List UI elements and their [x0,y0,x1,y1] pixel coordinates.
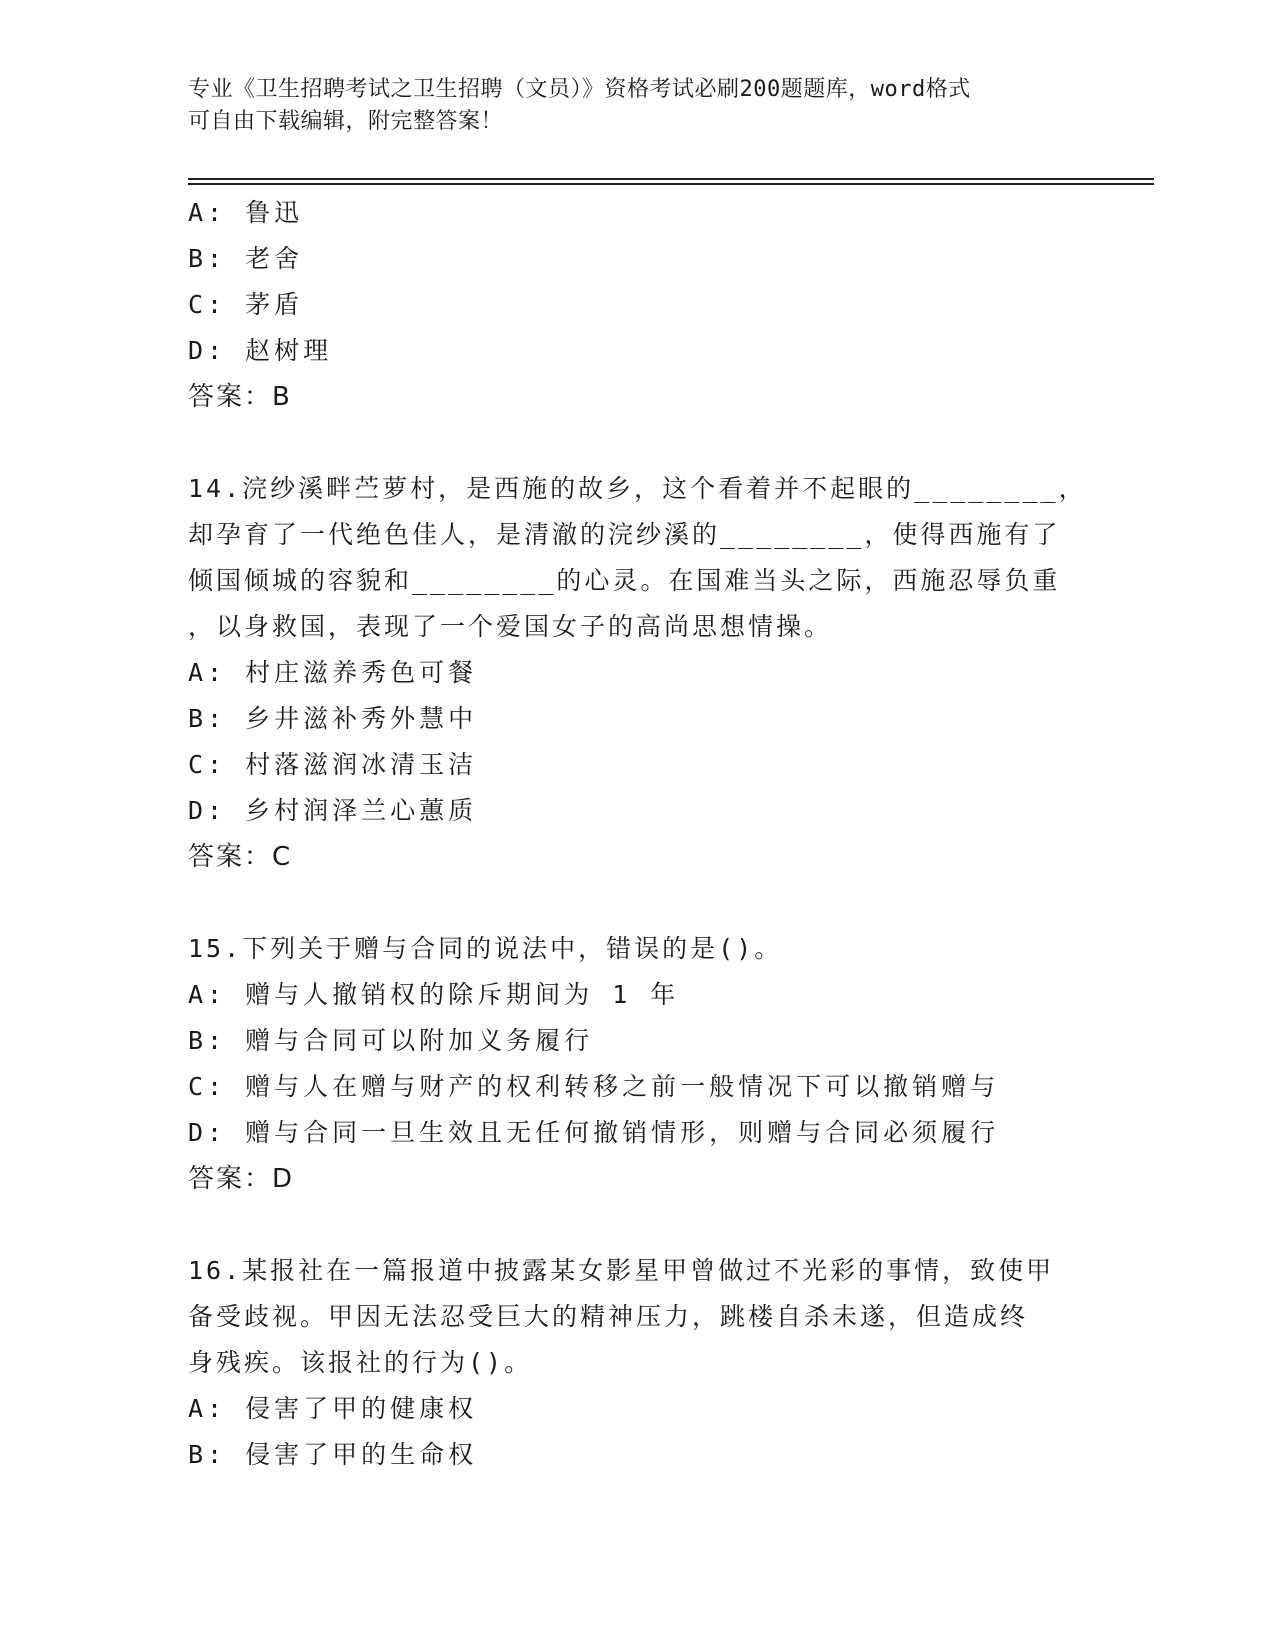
stem-line: 却孕育了一代绝色佳人，是清澈的浣纱溪的________，使得西施有了 [188,520,1061,549]
option-b: B: 赠与合同可以附加义务履行 [188,1026,594,1055]
stem-line: 倾国倾城的容貌和________的心灵。在国难当头之际，西施忍辱负重 [188,566,1061,595]
header-divider-top [188,178,1154,180]
header-line-2: 可自由下载编辑，附完整答案！ [188,109,504,134]
question-15 [188,926,1088,1202]
option-b: B: 老舍 [188,244,304,273]
question-13 [188,190,1088,420]
answer-line: 答案：B [188,382,292,412]
option-c: C: 村落滋润冰清玉洁 [188,750,478,779]
option-c: C: 茅盾 [188,290,304,319]
option-d: D: 乡村润泽兰心蕙质 [188,796,478,825]
option-a: A: 侵害了甲的健康权 [188,1394,478,1423]
header-divider-bottom [188,183,1154,185]
document-header [188,74,1068,138]
stem-line: 16.某报社在一篇报道中披露某女影星甲曾做过不光彩的事情，致使甲 [188,1256,1055,1285]
answer-line: 答案：D [188,1164,295,1194]
stem-line: 15.下列关于赠与合同的说法中，错误的是()。 [188,934,783,963]
option-a: A: 鲁迅 [188,198,304,227]
spacer [188,880,1088,926]
stem-line: 备受歧视。甲因无法忍受巨大的精神压力，跳楼自杀未遂，但造成终 [188,1302,1029,1331]
option-c: C: 赠与人在赠与财产的权利转移之前一般情况下可以撤销赠与 [188,1072,1000,1101]
question-14 [188,466,1088,880]
option-d: D: 赠与合同一旦生效且无任何撤销情形，则赠与合同必须履行 [188,1118,1000,1147]
question-stem [188,926,1088,972]
header-line-1: 专业《卫生招聘考试之卫生招聘（文员）》资格考试必刷200题题库，word格式 [188,77,971,102]
spacer [188,1202,1088,1248]
stem-line: 身残疾。该报社的行为()。 [188,1348,533,1377]
stem-line: 14.浣纱溪畔苎萝村，是西施的故乡，这个看着并不起眼的________， [188,474,1087,503]
option-a: A: 赠与人撤销权的除斥期间为 1 年 [188,980,680,1009]
question-stem [188,1248,1088,1386]
stem-line: ，以身救国，表现了一个爱国女子的高尚思想情操。 [188,612,833,641]
spacer [188,420,1088,466]
option-b: B: 乡井滋补秀外慧中 [188,704,478,733]
question-stem [188,466,1088,650]
option-b: B: 侵害了甲的生命权 [188,1440,478,1469]
option-d: D: 赵树理 [188,336,333,365]
question-list [188,190,1088,1478]
option-a: A: 村庄滋养秀色可餐 [188,658,478,687]
answer-line: 答案：C [188,842,293,872]
question-16 [188,1248,1088,1478]
